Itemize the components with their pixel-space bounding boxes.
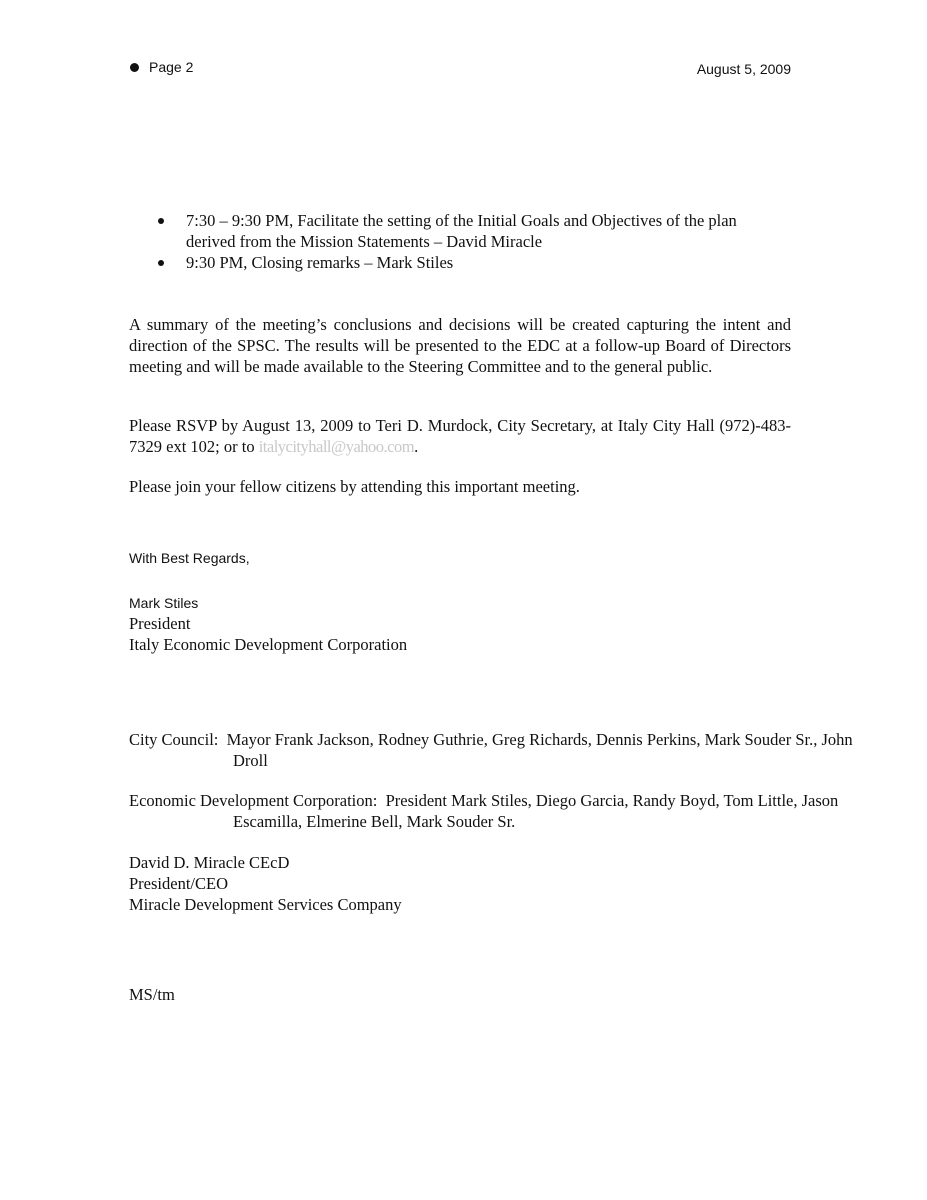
agenda-item: [150, 210, 790, 252]
bullet-icon: [158, 218, 164, 224]
edc-board-list: Economic Development Corporation: President Mark Stiles, Diego Garcia, Randy Boyd, Tom Little, Jason Escamilla, Elmerine Bell, Mark Souder Sr.: [129, 791, 839, 831]
consultant-company: Miracle Development Services Company: [129, 895, 402, 914]
signer-organization: Italy Economic Development Corporation: [129, 635, 408, 654]
agenda-item: [150, 252, 790, 273]
consultant-block: [129, 852, 791, 915]
signer-title: President: [129, 614, 191, 633]
signer-name: Mark Stiles: [129, 595, 199, 611]
agenda-item-text: 9:30 PM, Closing remarks – Mark Stiles: [186, 253, 454, 272]
rsvp-suffix: .: [414, 437, 419, 456]
rsvp-email-link[interactable]: italycityhall@yahoo.com: [258, 437, 415, 456]
closing-regards: With Best Regards,: [129, 550, 250, 566]
summary-paragraph: A summary of the meeting’s conclusions and decisions will be created capturing the intent and direction of the SPSC. The results will be presented to the EDC at a follow-up Board of Directors meeting and will be made available to the Steering Committee and to the general public.: [129, 315, 791, 376]
bullet-icon: [130, 63, 139, 72]
agenda-list: [150, 210, 790, 273]
agenda-item-text: 7:30 – 9:30 PM, Facilitate the setting of the Initial Goals and Objectives of the plan: [186, 211, 737, 230]
rsvp-paragraph: [129, 415, 791, 457]
header-date: August 5, 2009: [696, 61, 791, 77]
join-paragraph: Please join your fellow citizens by attending this important meeting.: [129, 477, 580, 496]
consultant-title: President/CEO: [129, 874, 228, 893]
signature-block: [129, 595, 791, 655]
page-label: Page 2: [149, 59, 194, 75]
page-number-header: [130, 59, 193, 75]
city-council-list: City Council: Mayor Frank Jackson, Rodney Guthrie, Greg Richards, Dennis Perkins, Mark Souder Sr., John Droll: [129, 730, 853, 770]
rsvp-text: Please RSVP by August 13, 2009 to Teri D. Murdock, City Secretary, at Italy City Hall (972)-483-7329 ext 102; or to: [129, 416, 791, 456]
typist-initials: MS/tm: [129, 985, 175, 1004]
bullet-icon: [158, 260, 164, 266]
consultant-name: David D. Miracle CEcD: [129, 853, 290, 872]
agenda-item-text-cont: derived from the Mission Statements – David Miracle: [186, 232, 543, 251]
